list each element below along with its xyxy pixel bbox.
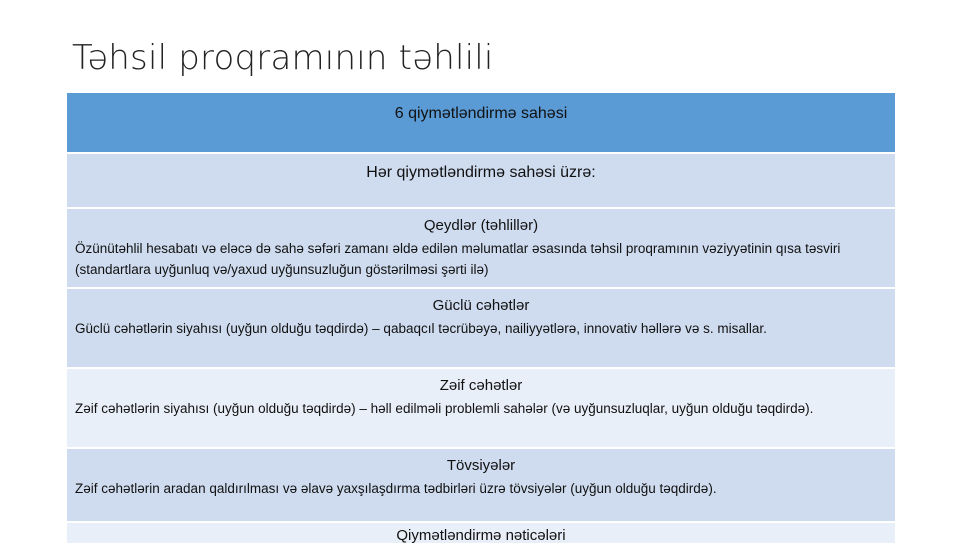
section-body: Güclü cəhətlərin siyahısı (uyğun olduğu təqdirdə) – qabaqcıl təcrübəyə, nailiyyətlərə, innovativ həllərə və s. misallar. — [75, 321, 767, 336]
section-strengths — [67, 289, 895, 369]
table-subheader-row — [67, 154, 895, 209]
section-title: Güclü cəhətlər — [432, 297, 530, 314]
section-title: Tövsiyələr — [446, 457, 516, 474]
section-notes — [67, 209, 895, 289]
section-body: Zəif cəhətlərin siyahısı (uyğun olduğu təqdirdə) – həll edilməli problemli sahələr (və uyğunsuzluqlar, uyğun olduğu təqdirdə). — [75, 401, 814, 416]
section-weaknesses — [67, 369, 895, 449]
table-subheader-text: Hər qiymətləndirmə sahəsi üzrə: — [366, 164, 596, 181]
slide-title: Təhsil proqramının təhlili — [72, 38, 494, 78]
assessment-table — [66, 93, 896, 545]
section-results-partial — [67, 523, 895, 545]
table-header-text: 6 qiymətləndirmə sahəsi — [394, 105, 568, 122]
section-title: Zəif cəhətlər — [439, 377, 523, 394]
section-recommendations — [67, 449, 895, 523]
section-body: Özünütəhlil hesabatı və eləcə də sahə səfəri zamanı əldə edilən məlumatlar əsasında təhsil proqramının vəziyyətinin qısa təsviri (standartlara uyğunluq və/yaxud uyğunsuzluğun göstərilməsi şərti ilə) — [75, 241, 841, 277]
section-title: Qeydlər (təhlillər) — [423, 217, 539, 234]
section-title: Qiymətləndirmə nəticələri — [396, 527, 566, 544]
section-body: Zəif cəhətlərin aradan qaldırılması və əlavə yaxşılaşdırma tədbirləri üzrə tövsiyələr (uyğun olduğu təqdirdə). — [75, 481, 717, 496]
table-header-row — [67, 93, 895, 154]
